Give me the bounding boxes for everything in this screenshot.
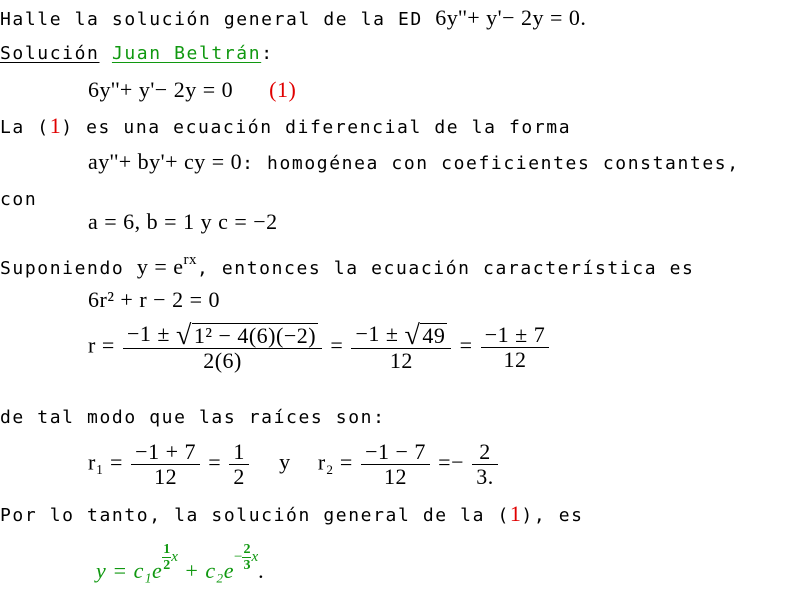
root-2-fraction: $\frac{-1 - 7}{12}$ <box>361 440 430 489</box>
exponential-ansatz: y = e <box>136 254 184 279</box>
root-1-fraction: $\frac{-1 + 7}{12}$ <box>131 440 200 489</box>
equation-ref: 1 <box>49 113 62 138</box>
equation-1 <box>88 78 296 102</box>
solution-label: Solución <box>0 43 100 64</box>
quadratic-fraction-1: $\frac{\text{−1 ± √1² − 4(6)(−2)}}{2(6)}$ <box>123 322 322 373</box>
quadratic-fraction-3: $\frac{-1 \pm 7}{12}$ <box>481 323 549 372</box>
roots: r₁ = $\frac{-1 + 7}{12}$ = $\frac{1}{2}$ y r₂ = $\frac{-1 - 7}{12}$ =− $\frac{2}{3.}$ <box>88 440 501 489</box>
general-form <box>88 150 740 176</box>
problem-equation: 6y''+ y'− 2y = 0. <box>435 5 587 30</box>
conclusion-line: Por lo tanto, la solución general de la (1), es <box>0 501 584 526</box>
general-solution: y = c₁e $\frac{1}{2}$ x + c₂e− $\frac{2}{3}$ x. <box>96 542 265 583</box>
problem-text: Halle la solución general de la ED <box>0 9 436 30</box>
general-solution-term-2: + c₂e <box>177 558 234 583</box>
root-1-value: $\frac{1}{2}$ <box>229 440 249 489</box>
coefficients: a = 6, b = 1 y c = −2 <box>88 209 278 234</box>
general-form-equation: ay''+ by'+ cy = 0 <box>88 149 243 174</box>
con-word: con <box>0 189 38 210</box>
equation-1-body: 6y''+ y'− 2y = 0 <box>88 77 234 102</box>
roots-intro: de tal modo que las raíces son: <box>0 407 386 428</box>
assumption-line: Suponiendo $y = e^{rx}$, entonces la ecuación característica es <box>0 252 695 279</box>
problem-statement <box>0 6 586 32</box>
general-form-text: : homogénea con coeficientes constantes, <box>242 153 740 174</box>
root-2-label: r₂ = <box>317 449 353 475</box>
root-1-label: r₁ = <box>88 449 123 475</box>
author-name: Juan Beltrán <box>111 43 262 64</box>
solution-header: Solución Juan Beltrán: <box>0 43 274 64</box>
general-solution-term-1: y = c₁e <box>96 558 163 583</box>
quadratic-fraction-2: $\frac{-1 \pm √49}{12}$ <box>351 322 451 373</box>
equation-ref-2: 1 <box>509 501 522 526</box>
equation-1-number: (1) <box>269 77 297 102</box>
root-2-value: $\frac{2}{3.}$ <box>472 440 498 489</box>
characteristic-equation: 6r² + r − 2 = 0 <box>88 287 220 312</box>
description-line: La (1) es una ecuación diferencial de la forma <box>0 113 572 138</box>
quadratic-formula: r = $\frac{\text{−1 ± √1² − 4(6)(−2)}}{2(6)}$ = $\frac{-1 \pm √49}{12}$ = $\frac{-1 \pm 7}{12}$ <box>88 322 552 373</box>
